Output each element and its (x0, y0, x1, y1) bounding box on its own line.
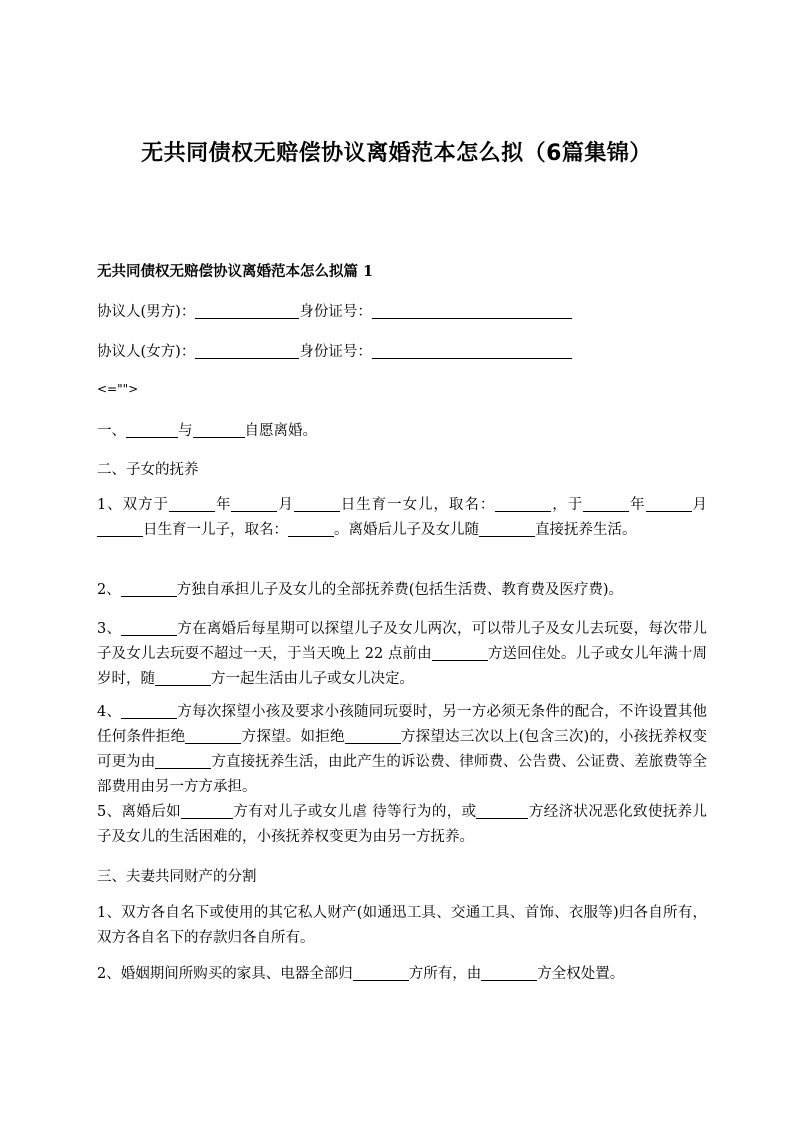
c1-blank-son (288, 521, 334, 537)
c1-e: ，于 (551, 497, 584, 513)
d2-blank-1 (353, 965, 409, 981)
c1-blank-year (169, 496, 215, 512)
c5-b: 方有对儿子或女儿虐 待等行为的，或 (233, 804, 477, 820)
p1-blank-2 (193, 422, 245, 438)
female-id-blank (372, 343, 572, 359)
c1-blank-custody (479, 521, 535, 537)
c1-blank-year-2 (583, 496, 629, 512)
female-party-line (97, 341, 707, 364)
c5-a: 5、离婚后如 (97, 804, 182, 820)
c2-a: 2、 (97, 582, 121, 598)
clause-2-1 (97, 493, 707, 543)
c1-a: 1、双方于 (97, 497, 169, 513)
c5-blank-2 (476, 803, 528, 819)
female-label: 协议人(女方)： (97, 344, 196, 360)
clause-2-4 (97, 700, 707, 800)
c1-i: 。离婚后儿子及女儿随 (334, 522, 479, 538)
c1-blank-daughter (495, 496, 551, 512)
male-id-label: 身份证号： (299, 304, 372, 320)
c1-blank-month (231, 496, 277, 512)
c2-b: 方独自承担儿子及女儿的全部抚养费(包括生活费、教育费及医疗费)。 (176, 582, 624, 598)
c5-c: 方经济状况恶化致使抚养儿子及女儿的生活困难的，小孩抚养权变更为由另一方抚养。 (97, 804, 708, 845)
female-name-blank (195, 343, 299, 359)
clause-2-5 (97, 800, 707, 850)
c4-blank-2 (185, 728, 241, 744)
c1-blank-month-2 (646, 496, 692, 512)
c4-c: 方探望。如拒绝 (241, 729, 345, 745)
c1-h: 日生育一儿子，取名： (143, 522, 288, 538)
c3-blank-1 (121, 620, 177, 636)
c1-f: 年 (629, 497, 646, 513)
male-party-line (97, 301, 707, 324)
c4-blank-3 (345, 728, 401, 744)
c4-a: 4、 (97, 704, 122, 720)
male-name-blank (195, 303, 299, 319)
male-id-blank (372, 303, 572, 319)
d2-a: 2、婚姻期间所购买的家具、电器全部归 (97, 966, 353, 982)
c1-g: 月 (691, 497, 708, 513)
c4-d: 方探望达三次以上(包含三次)的，小孩抚养权变可更为由 (97, 729, 708, 770)
c4-blank-4 (155, 753, 211, 769)
d2-c: 方全权处置。 (537, 966, 625, 982)
female-id-label: 身份证号： (299, 344, 372, 360)
c2-blank (121, 581, 177, 597)
p1-and: 与 (178, 423, 193, 439)
c3-b: 方在离婚后每星期可以探望儿子及女儿两次，可以带儿子及女儿去玩耍，每次带儿子及女儿去玩耍不超过一天，于当天晚上 22 点前由 (97, 621, 707, 662)
c1-c: 月 (277, 497, 294, 513)
d2-b: 方所有，由 (408, 966, 482, 982)
heading-child-support: 二、子女的抚养 (97, 462, 199, 478)
c3-c: 方送回住处。儿子或女儿年满十周岁时，随 (97, 646, 708, 687)
male-label: 协议人(男方)： (97, 304, 196, 320)
c1-j: 直接抚养生活。 (535, 522, 637, 538)
clause-2-2 (97, 578, 707, 603)
marker-text: <=""> (97, 382, 139, 396)
c1-b: 年 (215, 497, 232, 513)
section-title: 无共同债权无赔偿协议离婚范本怎么拟篇 1 (97, 263, 374, 280)
p1-blank-1 (126, 422, 178, 438)
c3-a: 3、 (97, 621, 122, 637)
p1-prefix: 一、 (97, 423, 126, 439)
c4-e: 方直接抚养生活，由此产生的诉讼费、律师费、公告费、公证费、差旅费等全部费用由另一方方承担。 (97, 754, 708, 795)
clause-3-1: 1、双方各自名下或使用的其它私人财产(如通迅工具、交通工具、首饰、衣服等)归各自所有，双方各自名下的存款归各自所有。 (97, 905, 707, 946)
document-title: 无共同债权无赔偿协议离婚范本怎么拟（6篇集锦） (141, 141, 652, 166)
c4-blank-1 (121, 703, 177, 719)
c1-blank-day (294, 496, 340, 512)
c1-d: 日生育一女儿，取名： (339, 497, 496, 513)
c3-blank-3 (155, 670, 211, 686)
clause-2-3 (97, 617, 707, 692)
c3-d: 方一起生活由儿子或女儿决定。 (211, 671, 414, 687)
d2-blank-2 (481, 965, 537, 981)
heading-property-division: 三、夫妻共同财产的分割 (97, 869, 257, 885)
c1-blank-day-2 (97, 521, 143, 537)
p1-suffix: 自愿离婚。 (244, 423, 317, 439)
c5-blank-1 (181, 803, 233, 819)
clause-3-2 (97, 962, 707, 987)
c3-blank-2 (432, 645, 488, 661)
c4-b: 方每次探望小孩及要求小孩随同玩耍时，另一方必须无条件的配合，不许设置其他任何条件拒绝 (97, 704, 707, 745)
paragraph-1 (97, 420, 707, 443)
